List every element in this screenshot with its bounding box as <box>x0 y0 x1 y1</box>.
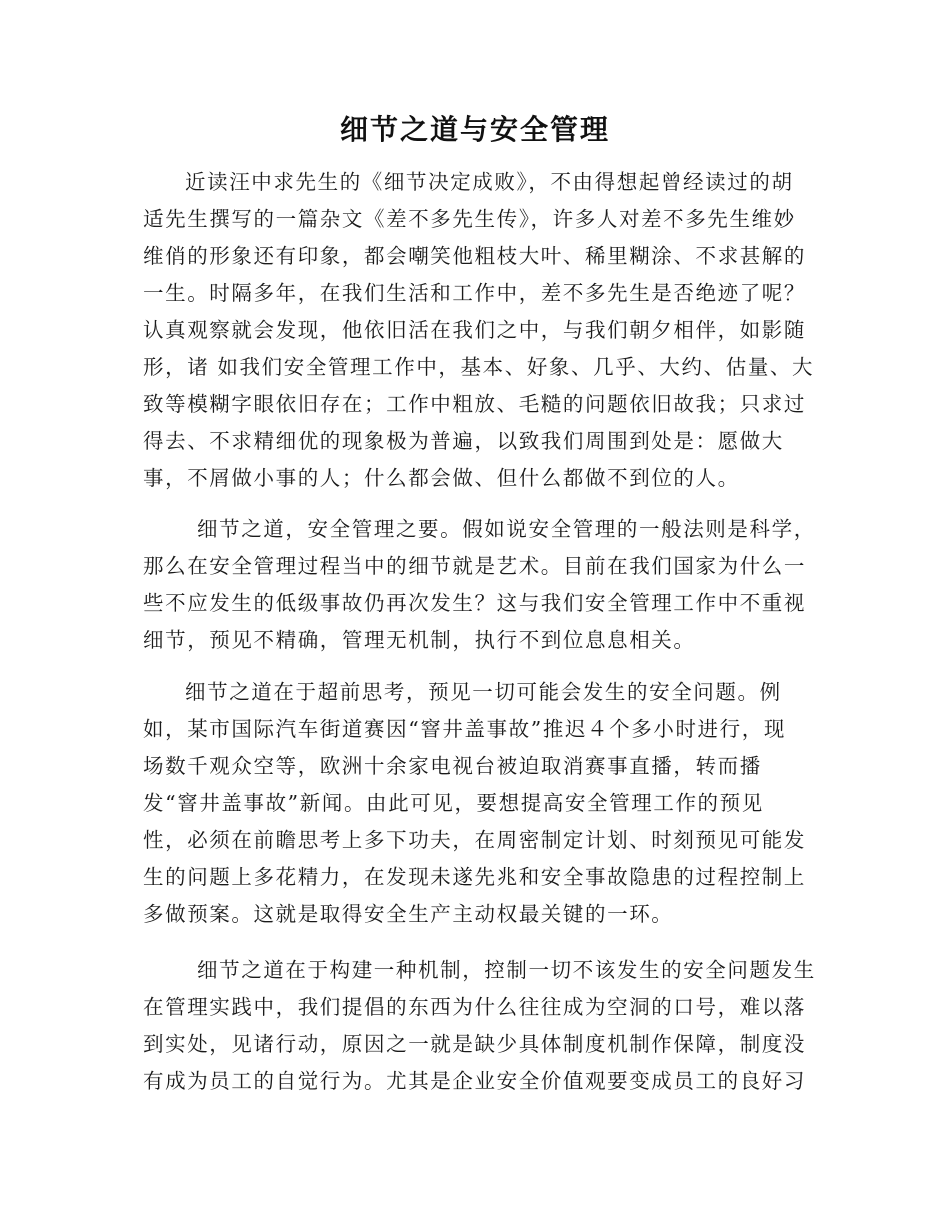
paragraph-1-line-1: 近读汪中求先生的《细节决定成败》，不由得想起曾经读过的胡 <box>185 170 794 194</box>
paragraph-1-line-5: 认真观察就会发现，他依旧活在我们之中，与我们朝夕相伴，如影随 <box>143 318 806 342</box>
paragraph-4-line-4: 有成为员工的自觉行为。尤其是企业安全价值观要变成员工的良好习 <box>143 1069 806 1093</box>
paragraph-4-line-3: 到实处，见诸行动，原因之一就是缺少具体制度机制作保障，制度没 <box>143 1032 806 1056</box>
page-title: 细节之道与安全管理 <box>339 113 610 146</box>
paragraph-2-line-2: 那么在安全管理过程当中的细节就是艺术。目前在我们国家为什么一 <box>143 554 806 578</box>
paragraph-1-line-3: 维俏的形象还有印象，都会嘲笑他粗枝大叶、稀里糊涂、不求甚解的 <box>143 244 806 268</box>
paragraph-3-line-1: 细节之道在于超前思考，预见一切可能会发生的安全问题。例 <box>185 680 782 704</box>
paragraph-1-line-7: 致等模糊字眼依旧存在；工作中粗放、毛糙的问题依旧故我；只求过 <box>143 392 806 416</box>
paragraph-3-line-4: 发“窨井盖事故”新闻。由此可见，要想提高安全管理工作的预见 <box>143 791 764 815</box>
paragraph-1-line-8: 得去、不求精细优的现象极为普遍，以致我们周围到处是：愿做大 <box>143 429 784 453</box>
paragraph-1-line-4: 一生。时隔多年，在我们生活和工作中，差不多先生是否绝迹了呢？ <box>143 281 806 305</box>
paragraph-3-line-7: 多做预案。这就是取得安全生产主动权最关键的一环。 <box>143 902 674 926</box>
paragraph-2-line-4: 细节，预见不精确，管理无机制，执行不到位息息相关。 <box>143 628 696 652</box>
paragraph-3-line-2: 如，某市国际汽车街道赛因“窨井盖事故”推迟４个多小时进行，现 <box>143 717 786 741</box>
paragraph-1-line-9: 事，不屑做小事的人；什么都会做、但什么都做不到位的人。 <box>143 466 740 490</box>
paragraph-3-line-3: 场数千观众空等，欧洲十余家电视台被迫取消赛事直播，转而播 <box>143 754 762 778</box>
paragraph-3-line-5: 性，必须在前瞻思考上多下功夫，在周密制定计划、时刻预见可能发 <box>143 828 806 852</box>
paragraph-2-line-1: 细节之道，安全管理之要。假如说安全管理的一般法则是科学， <box>197 517 816 541</box>
paragraph-1-line-6: 形，诸 如我们安全管理工作中，基本、好象、几乎、大约、估量、大 <box>143 355 815 379</box>
paragraph-4-line-2: 在管理实践中，我们提倡的东西为什么往往成为空洞的口号，难以落 <box>143 995 806 1019</box>
paragraph-3-line-6: 生的问题上多花精力，在发现未遂先兆和安全事故隐患的过程控制上 <box>143 865 806 889</box>
paragraph-2-line-3: 些不应发生的低级事故仍再次发生？这与我们安全管理工作中不重视 <box>143 591 806 615</box>
paragraph-1-line-2: 适先生撰写的一篇杂文《差不多先生传》，许多人对差不多先生维妙 <box>143 207 796 231</box>
paragraph-4-line-1: 细节之道在于构建一种机制，控制一切不该发生的安全问题发生 <box>197 958 816 982</box>
